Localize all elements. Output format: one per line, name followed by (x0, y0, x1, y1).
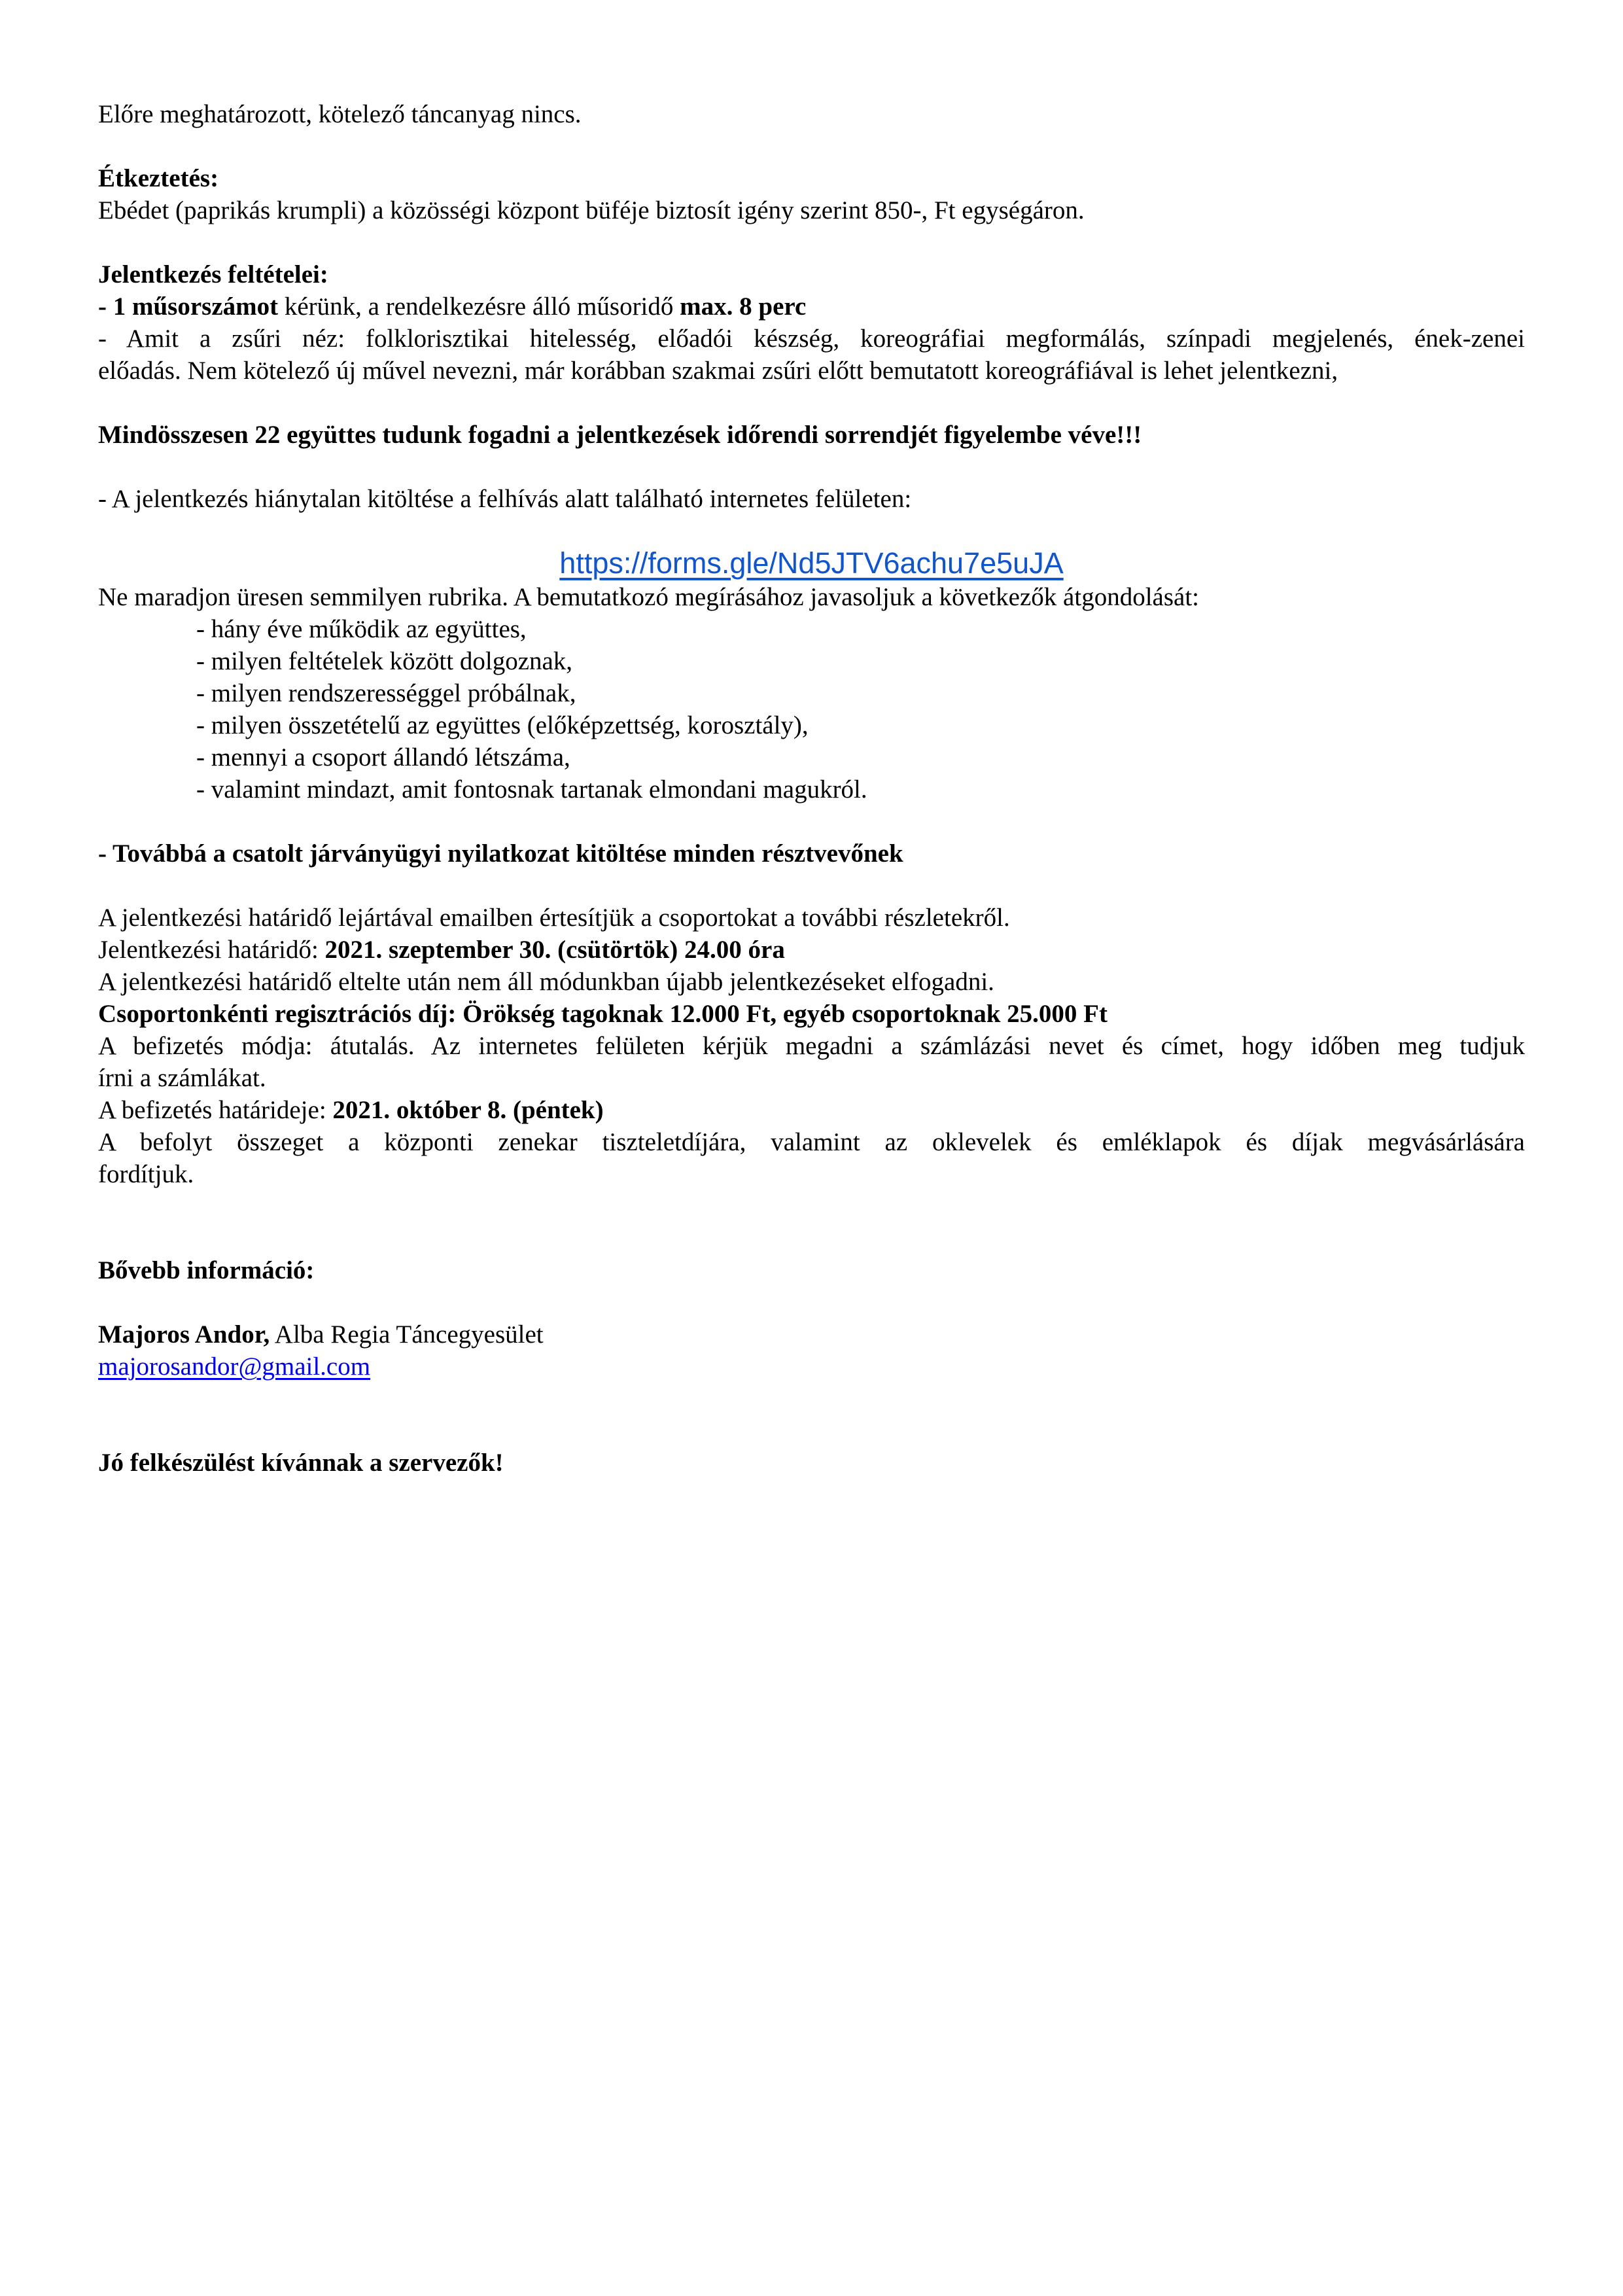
text-run: előadás. Nem kötelező új művel nevezni, már korábban szakmai zsűri előtt bemutatott koreográfiával is lehet jelentkezni, (98, 357, 1338, 385)
text-run: írni a számlákat. (98, 1064, 266, 1092)
list-item (98, 773, 1525, 805)
text-run: - valamint mindazt, amit fontosnak tartanak elmondani magukról. (196, 775, 867, 804)
paragraph-line (98, 194, 1525, 226)
paragraph-line (98, 1158, 1525, 1190)
text-run: 2021. szeptember 30. (csütörtök) 24.00 óra (324, 936, 785, 964)
contact-line (98, 1318, 1525, 1351)
text-run: Majoros Andor, (98, 1320, 270, 1349)
blank-line (98, 451, 1525, 483)
paragraph-line (98, 581, 1525, 613)
form-link-line (98, 547, 1525, 581)
paragraph-line (98, 291, 1525, 323)
text-run: Jelentkezési határidő: (98, 936, 325, 964)
blank-line (98, 226, 1525, 258)
paragraph-line (98, 1126, 1525, 1158)
text-run: Jelentkezés feltételei: (98, 260, 328, 289)
document-body (98, 98, 1525, 1479)
heading-jelentkezes-feltetelei (98, 258, 1525, 291)
text-run: - mennyi a csoport állandó létszáma, (196, 743, 570, 771)
blank-line (98, 1190, 1525, 1222)
text-run: - A jelentkezés hiánytalan kitöltése a felhívás alatt található internetes felületen: (98, 485, 912, 513)
blank-line (98, 1383, 1525, 1415)
text-run: 2021. október 8. (péntek) (332, 1096, 604, 1124)
closing-line (98, 1447, 1525, 1479)
blank-line (98, 1286, 1525, 1318)
form-link[interactable]: https://forms.gle/Nd5JTV6achu7e5uJA (559, 546, 1064, 580)
heading-etkeztetes (98, 162, 1525, 194)
text-run: kérünk, a rendelkezésre álló műsoridő (278, 292, 680, 321)
blank-line (98, 1415, 1525, 1447)
registration-fee-line (98, 998, 1525, 1030)
blank-line (98, 515, 1525, 547)
paragraph-line (98, 323, 1525, 355)
blank-line (98, 387, 1525, 419)
blank-line (98, 805, 1525, 838)
text-run: Mindösszesen 22 együttes tudunk fogadni a jelentkezések időrendi sorrendjét figyelembe véve!!! (98, 421, 1142, 449)
text-run: A jelentkezési határidő eltelte után nem áll módunkban újabb jelentkezéseket elfogadni. (98, 968, 994, 996)
paragraph-line (98, 483, 1525, 515)
text-run: Alba Regia Táncegyesület (270, 1320, 544, 1349)
text-run: - milyen rendszerességgel próbálnak, (196, 679, 576, 707)
paragraph-line (98, 1062, 1525, 1094)
heading-covid-statement (98, 838, 1525, 870)
text-run: Bővebb információ: (98, 1256, 315, 1284)
heading-more-info (98, 1254, 1525, 1286)
list-item (98, 741, 1525, 773)
list-item (98, 709, 1525, 741)
text-run: Jó felkészülést kívánnak a szervezők! (98, 1449, 504, 1477)
deadline-line (98, 934, 1525, 966)
text-run: - hány éve működik az együttes, (196, 615, 527, 643)
paragraph-line (98, 902, 1525, 934)
text-run: - milyen feltételek között dolgoznak, (196, 647, 573, 675)
text-run: - Amit a zsűri néz: folklorisztikai hitelesség, előadói készség, koreográfiai megformálás, színpadi megjelenés, ének-zenei (98, 325, 1525, 353)
text-run: - Továbbá a csatolt járványügyi nyilatkozat kitöltése minden résztvevőnek (98, 839, 903, 868)
text-run: fordítjuk. (98, 1160, 194, 1188)
text-run: A befolyt összeget a központi zenekar tiszteletdíjára, valamint az oklevelek és emléklapok és díjak megvásárlására (98, 1128, 1525, 1156)
payment-deadline-line (98, 1094, 1525, 1126)
blank-line (98, 870, 1525, 902)
email-link-line (98, 1351, 1525, 1383)
paragraph-line (98, 1030, 1525, 1062)
heading-capacity (98, 419, 1525, 451)
text-run: Étkeztetés: (98, 164, 219, 192)
text-run: max. 8 perc (680, 292, 807, 321)
blank-line (98, 130, 1525, 162)
text-run: Előre meghatározott, kötelező táncanyag nincs. (98, 100, 582, 128)
text-run: Ebédet (paprikás krumpli) a közösségi központ büféje biztosít igény szerint 850-, Ft egységáron. (98, 196, 1085, 224)
email-link[interactable]: majorosandor@gmail.com (98, 1352, 371, 1381)
text-run: A jelentkezési határidő lejártával emailben értesítjük a csoportokat a további részletekről. (98, 904, 1010, 932)
intro-line (98, 98, 1525, 130)
list-item (98, 645, 1525, 677)
paragraph-line (98, 355, 1525, 387)
paragraph-line (98, 966, 1525, 998)
list-item (98, 677, 1525, 709)
text-run: - milyen összetételű az együttes (előképzettség, korosztály), (196, 711, 809, 739)
text-run: - 1 műsorszámot (98, 292, 279, 321)
text-run: Csoportonkénti regisztrációs díj: Örökség tagoknak 12.000 Ft, egyéb csoportoknak 25.000 Ft (98, 1000, 1108, 1028)
list-item (98, 613, 1525, 645)
text-run: A befizetés módja: átutalás. Az internetes felületen kérjük megadni a számlázási nevet és címet, hogy időben meg tudjuk (98, 1032, 1525, 1060)
text-run: Ne maradjon üresen semmilyen rubrika. A bemutatkozó megírásához javasoljuk a következők átgondolását: (98, 583, 1199, 611)
text-run: A befizetés határideje: (98, 1096, 333, 1124)
blank-line (98, 1222, 1525, 1254)
